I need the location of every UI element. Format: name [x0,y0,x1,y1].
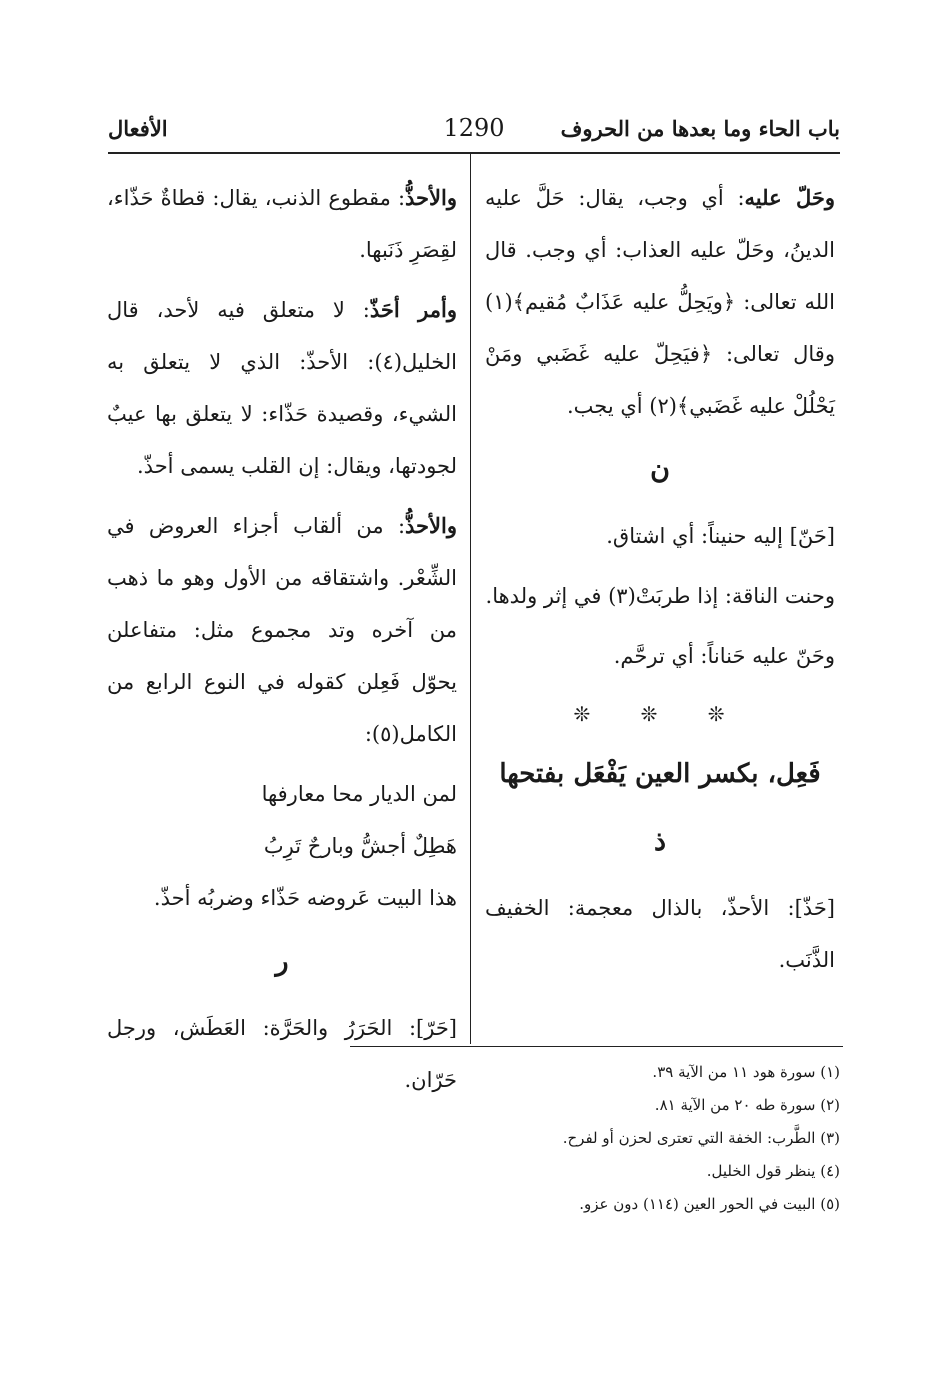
entry-text: : من ألقاب أجزاء العروض في الشِّعْر. واشتقاقه من الأول وهو ما ذهب من آخره وتد مجموع مثل: متفاعلن يحوّل فَعِلن كقوله في النوع الرابع من الكامل(٥): [107,514,457,746]
footnote-item: (٢) سورة طه ٢٠ من الآية ٨١. [654,1096,840,1114]
footnote-item: (٤) ينظر قول الخليل. [706,1162,840,1180]
section-title: الأفعال [108,116,168,141]
letter-heading-dhal: ذ [653,826,667,857]
verse-line-1: لمن الديار محا معارفها [261,782,457,806]
entry-term: وأمر أحَذّ [369,297,457,322]
footnotes [350,1056,840,1221]
entry-ahadh-prosody [107,500,457,760]
verb-pattern-heading: فَعِل، بكسر العين يَفْعَل بفتحها [499,759,821,789]
entry-hanan: وحَنّ عليه حَناناً: أي ترحَّم. [613,644,835,668]
page-number: 1290 [443,114,505,142]
entry-term: والأحذُّ [405,513,457,538]
letter-heading-ra: ر [275,946,289,977]
verse-line-2: هَطِلٌ أجشُّ وبارحٌ تَرِبُ [263,834,457,858]
entry-harra: [حَرّ]: الحَرَرُ والحَرَّة: العَطَش، ورجل حَرّان. [107,1016,457,1092]
entry-hadhdha: [حَذّ]: الأحذّ، بالذال معجمة: الخفيف الذَّنَب. [485,896,835,972]
entry-hannat: وحنت الناقة: إذا طربَتْ(٣) في إثر ولدها. [485,584,835,608]
entry-text: : أي وجب، يقال: حَلَّ عليه الدينُ، وحَلّ عليه العذاب: أي وجب. قال الله تعالى: ﴿ويَحِلُّ عليه عَذَابٌ مُقيم﴾(١) وقال تعالى: ﴿فيَحِلّ عليه غَضَبي ومَنْ يَحْلُلْ عليه غَضَبي﴾(٢) أي يجب. [485,186,835,418]
entry-term: والأحذُّ [405,185,457,210]
footnote-item: (١) سورة هود ١١ من الآية ٣٩. [652,1063,840,1081]
entry-ahadh [107,172,457,276]
left-column [107,172,457,1114]
entry-term: وحَلّ عليه [744,185,835,210]
right-column [485,172,835,994]
letter-heading-nun: ن [650,454,670,485]
verse-comment: هذا البيت عَروضه حَذّاء وضربُه أحذّ. [153,886,457,910]
footnote-item: (٣) الطَّرب: الخفة التي تعترى لحزن أو لفرح. [562,1129,840,1147]
entry-hanna: [حَنّ] إليه حنيناً: أي اشتاق. [606,524,835,548]
footnote-item: (٥) البيت في الحور العين (١١٤) دون عزو. [579,1195,840,1213]
entry-text: : لا متعلق فيه لأحد، قال الخليل(٤): الأحذّ: الذي لا يتعلق به الشيء، وقصيدة حَذّاء: لا يتعلق بها عيبٌ لجودتها، ويقال: إن القلب يسمى أحذّ. [107,298,457,478]
section-ornament: ❊ ❊ ❊ [573,702,747,726]
entry-hall [485,172,835,432]
column-divider [470,154,471,1044]
entry-amr-ahadh [107,284,457,492]
entry-text: : مقطوع الذنب، يقال: قطاةٌ حَذّاء، لقِصَرِ ذَنَبها. [107,186,457,262]
footnote-rule [350,1046,843,1047]
chapter-title: باب الحاء وما بعدها من الحروف [560,116,840,141]
page-header [108,112,840,154]
